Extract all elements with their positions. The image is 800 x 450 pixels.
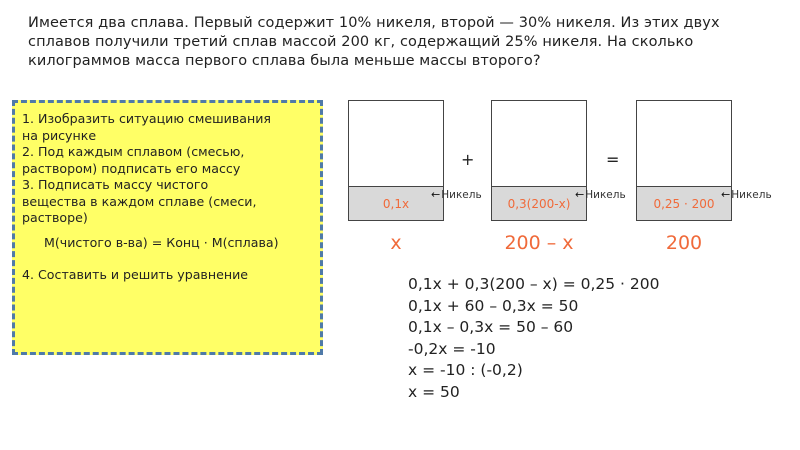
problem-line-3: килограммов масса первого сплава была меньше массы второго? [28, 53, 541, 69]
problem-line-1: Имеется два сплава. Первый содержит 10% никеля, второй — 30% никеля. Из этих двух [28, 15, 720, 31]
alloy-1-nickel-mass: 0,1x [382, 196, 410, 211]
alloy-1-box [348, 100, 444, 221]
solution-steps [408, 274, 660, 403]
arrow-left-icon: ← [575, 188, 585, 201]
solution-line: x = -10 : (-0,2) [408, 361, 523, 379]
alloy-2-nickel-fill [492, 186, 586, 220]
alloy-1-nickel-label [431, 188, 482, 201]
nickel-text: Никель [441, 189, 482, 201]
problem-text [28, 14, 788, 71]
alloy-2-nickel-mass: 0,3(200-x) [507, 196, 571, 211]
plus-sign: + [461, 150, 475, 169]
alloy-3-nickel-label [721, 188, 772, 201]
equals-sign: = [606, 150, 620, 169]
solution-line: x = 50 [408, 382, 460, 401]
alloy-3-mass: 200 [665, 232, 703, 254]
arrow-left-icon: ← [431, 188, 441, 201]
alloy-2-mass: 200 – x [504, 232, 574, 254]
steps-card [12, 100, 323, 355]
nickel-text: Никель [731, 189, 772, 201]
step-1-line-1: 1. Изобразить ситуацию смешивания [22, 111, 271, 126]
alloy-3-nickel-fill [637, 186, 731, 220]
alloy-1-nickel-fill [349, 186, 443, 220]
step-3-line-2: вещества в каждом сплаве (смеси, [22, 193, 257, 209]
alloy-3-nickel-mass: 0,25 · 200 [653, 196, 715, 211]
step-2-line-1: 2. Под каждым сплавом (смесью, [22, 144, 245, 159]
mass-formula: М(чистого в-ва) = Конц · М(сплава) [44, 234, 279, 250]
nickel-text: Никель [585, 189, 626, 201]
step-1-line-2: на рисунке [22, 127, 97, 143]
alloy-2-box [491, 100, 587, 221]
step-3-line-1: 3. Подписать массу чистого [22, 177, 209, 192]
step-2-line-2: раствором) подписать его массу [22, 160, 241, 176]
alloy-3-box [636, 100, 732, 221]
solution-line: 0,1x + 60 – 0,3x = 50 [408, 296, 579, 315]
alloy-1-mass: x [390, 232, 402, 254]
solution-line: 0,1x + 0,3(200 – x) = 0,25 · 200 [408, 275, 660, 293]
alloy-2-nickel-label [575, 188, 626, 201]
solution-line: 0,1x – 0,3x = 50 – 60 [408, 318, 574, 336]
problem-line-2: сплавов получили третий сплав массой 200 кг, содержащий 25% никеля. На сколько [28, 34, 694, 50]
step-3-line-3: растворе) [22, 210, 88, 225]
step-4: 4. Составить и решить уравнение [22, 267, 248, 282]
arrow-left-icon: ← [721, 188, 731, 201]
solution-line: -0,2x = -10 [408, 339, 496, 358]
